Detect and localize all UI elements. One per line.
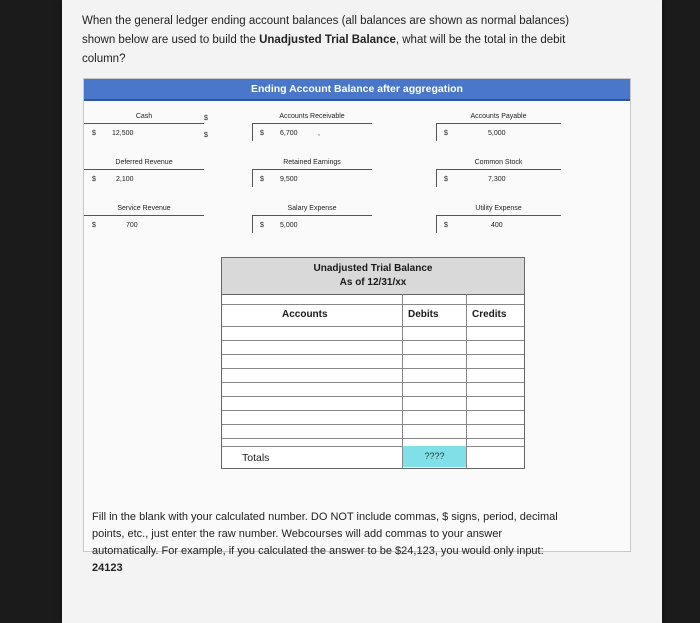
t-account-balance: 400 (491, 222, 503, 229)
stray-dollar-sign: $ (204, 115, 208, 122)
t-account-balance: 700 (126, 222, 138, 229)
t-account-balance: 7,300 (488, 176, 506, 183)
column-header-debits: Debits (408, 309, 439, 320)
t-account-common-stock (436, 159, 561, 189)
instructions-example: 24123 (92, 562, 123, 574)
t-account-deferred-revenue (84, 159, 204, 189)
stray-mark: , (318, 130, 320, 137)
worksheet-page (62, 0, 662, 623)
trial-balance-table (221, 257, 525, 469)
t-account-cash (84, 113, 204, 143)
trial-balance-column-headers (222, 304, 524, 326)
t-account-name: Retained Earnings (283, 159, 341, 166)
t-account-utility-expense (436, 205, 561, 235)
t-account-name: Accounts Payable (470, 113, 527, 120)
dollar-sign: $ (260, 222, 264, 229)
t-account-name: Service Revenue (117, 205, 171, 212)
trial-balance-title: Unadjusted Trial Balance (313, 263, 433, 274)
dollar-sign: $ (92, 176, 96, 183)
t-account-balance: 5,000 (488, 130, 506, 137)
dollar-sign: $ (260, 176, 264, 183)
t-account-balance: 12,500 (112, 130, 134, 137)
question-emphasis: Unadjusted Trial Balance (259, 34, 396, 46)
instructions-line-2: points, etc., just enter the raw number. Webcourses will add commas to your answer (92, 528, 503, 540)
t-account-name: Cash (135, 113, 153, 120)
t-account-name: Deferred Revenue (115, 159, 173, 166)
instructions-line-1: Fill in the blank with your calculated number. DO NOT include commas, $ signs, period, decimal (92, 511, 558, 523)
t-account-balance: 9,500 (280, 176, 298, 183)
question-line-3: column? (82, 53, 126, 65)
dollar-sign: $ (444, 130, 448, 137)
t-account-accounts-payable (436, 113, 561, 143)
column-header-accounts: Accounts (282, 309, 328, 320)
totals-label: Totals (242, 452, 270, 464)
instructions-text (92, 509, 607, 577)
column-header-credits: Credits (472, 309, 507, 320)
t-account-name: Salary Expense (287, 205, 337, 212)
dollar-sign: $ (92, 130, 96, 137)
stray-dollar-sign: $ (204, 132, 208, 139)
question-line-2: shown below are used to build the Unadjusted Trial Balance, what will be the total in the debit (82, 34, 566, 46)
totals-row (222, 446, 524, 468)
dollar-sign: $ (444, 222, 448, 229)
t-account-salary-expense (252, 205, 372, 235)
dollar-sign: $ (92, 222, 96, 229)
t-account-balance: 5,000 (280, 222, 298, 229)
debit-total-answer[interactable]: ???? (403, 446, 466, 467)
t-account-accounts-receivable (252, 113, 372, 143)
question-text (82, 12, 607, 69)
question-line-1: When the general ledger ending account balances (all balances are shown as normal balances) (82, 15, 570, 27)
t-account-service-revenue (84, 205, 204, 235)
trial-balance-date: As of 12/31/xx (339, 277, 407, 288)
ledger-banner: Ending Account Balance after aggregation (84, 79, 630, 101)
ledger-panel (83, 78, 631, 574)
t-account-name: Utility Expense (475, 205, 522, 212)
t-account-balance: 6,700 (280, 130, 298, 137)
t-account-balance: 2,100 (116, 176, 134, 183)
instructions-line-3: automatically. For example, if you calculated the answer to be $24,123, you would only input: (92, 545, 544, 557)
dollar-sign: $ (444, 176, 448, 183)
dollar-sign: $ (260, 130, 264, 137)
t-account-retained-earnings (252, 159, 372, 189)
t-account-name: Accounts Receivable (279, 113, 345, 120)
trial-balance-header (222, 258, 524, 295)
t-account-name: Common Stock (474, 159, 523, 166)
